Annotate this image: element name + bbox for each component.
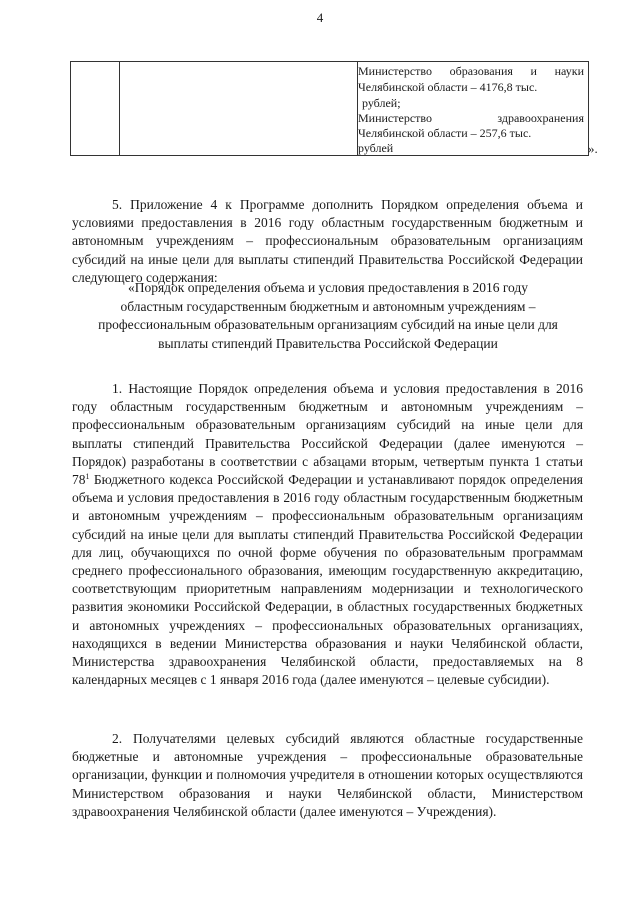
paragraph-2: 2. Получателями целевых субсидий являются областные государственные бюджетные и автономные учреждения – профессиональные образовательные организации, функции и полномочия учредителя в отношении которых осуществляются Министерством образования и науки Челябинской области, Министерством здравоохранения Челябинской области (далее именуются – Учреждения). (72, 731, 583, 819)
page-number: 4 (316, 10, 324, 25)
paragraph-1-text: 1. Настоящие Порядок определения объема и условия предоставления в 2016 году областным государственным бюджетным и автономным учреждениям – профессиональным образовательным организациям субсидий на иные цели для выплаты стипендий Правительства Российской Федерации (далее именуются – Порядок) разработаны в соответствии с абзацами вторым, четвертым пункта 1 статьи 78 (72, 381, 583, 488)
table-cell-line: Челябинской области – 257,6 тыс. (358, 126, 532, 140)
section-title: «Порядок определения объема и условия предоставления в 2016 году областным государственным бюджетным и автономным учреждениям – профессиональным образовательным организациям субсидий на иные цели для выплаты стипендий Правительства Российской Федерации (98, 280, 558, 351)
footnote-superscript: 1 (85, 472, 90, 482)
table-cell-empty (71, 62, 120, 156)
paragraph-5: 5. Приложение 4 к Программе дополнить Порядком определения объема и условиями предоставления в 2016 году областным государственным бюджетным и автономным учреждениям – профессиональным образовательным организациям субсидий на иные цели для выплаты стипендий Правительства Российской Федерации следующего содержания: (72, 197, 583, 285)
paragraph-1-text-continued: Бюджетного кодекса Российской Федерации и устанавливают порядок определения объема и условия предоставления в 2016 году областным государственным бюджетным и автономным учреждениям – профессиональным образовательным организациям субсидий на иные цели для выплаты стипендий Правительства Российской Федерации для лиц, обучающихся по очной форме обучения по образовательным программам среднего профессионального образования, имеющим государственную аккредитацию, соответствующим приоритетным направлениям модернизации и технологического развития экономики Российской Федерации, в областных государственных бюджетных и автономных учреждениях – профессиональных образовательных организациях, находящихся в ведении Министерства образования и науки Челябинской области, Министерства здравоохранения Челябинской области, предоставляемых на 8 календарных месяцев с 1 января 2016 года (далее именуются – целевые субсидии). (72, 472, 583, 688)
paragraph-1 (72, 380, 583, 689)
table-cell-line: Министерство здравоохранения (358, 111, 584, 125)
table-cell-line: Министерство образования и науки (358, 64, 584, 78)
table-cell-empty (120, 62, 358, 156)
table-cell-line: рублей (358, 141, 394, 155)
closing-quote-mark: ». (588, 141, 598, 156)
table-cell-line: рублей; (362, 96, 401, 110)
table-cell-line: Челябинской области – 4176,8 тыс. (358, 80, 538, 94)
